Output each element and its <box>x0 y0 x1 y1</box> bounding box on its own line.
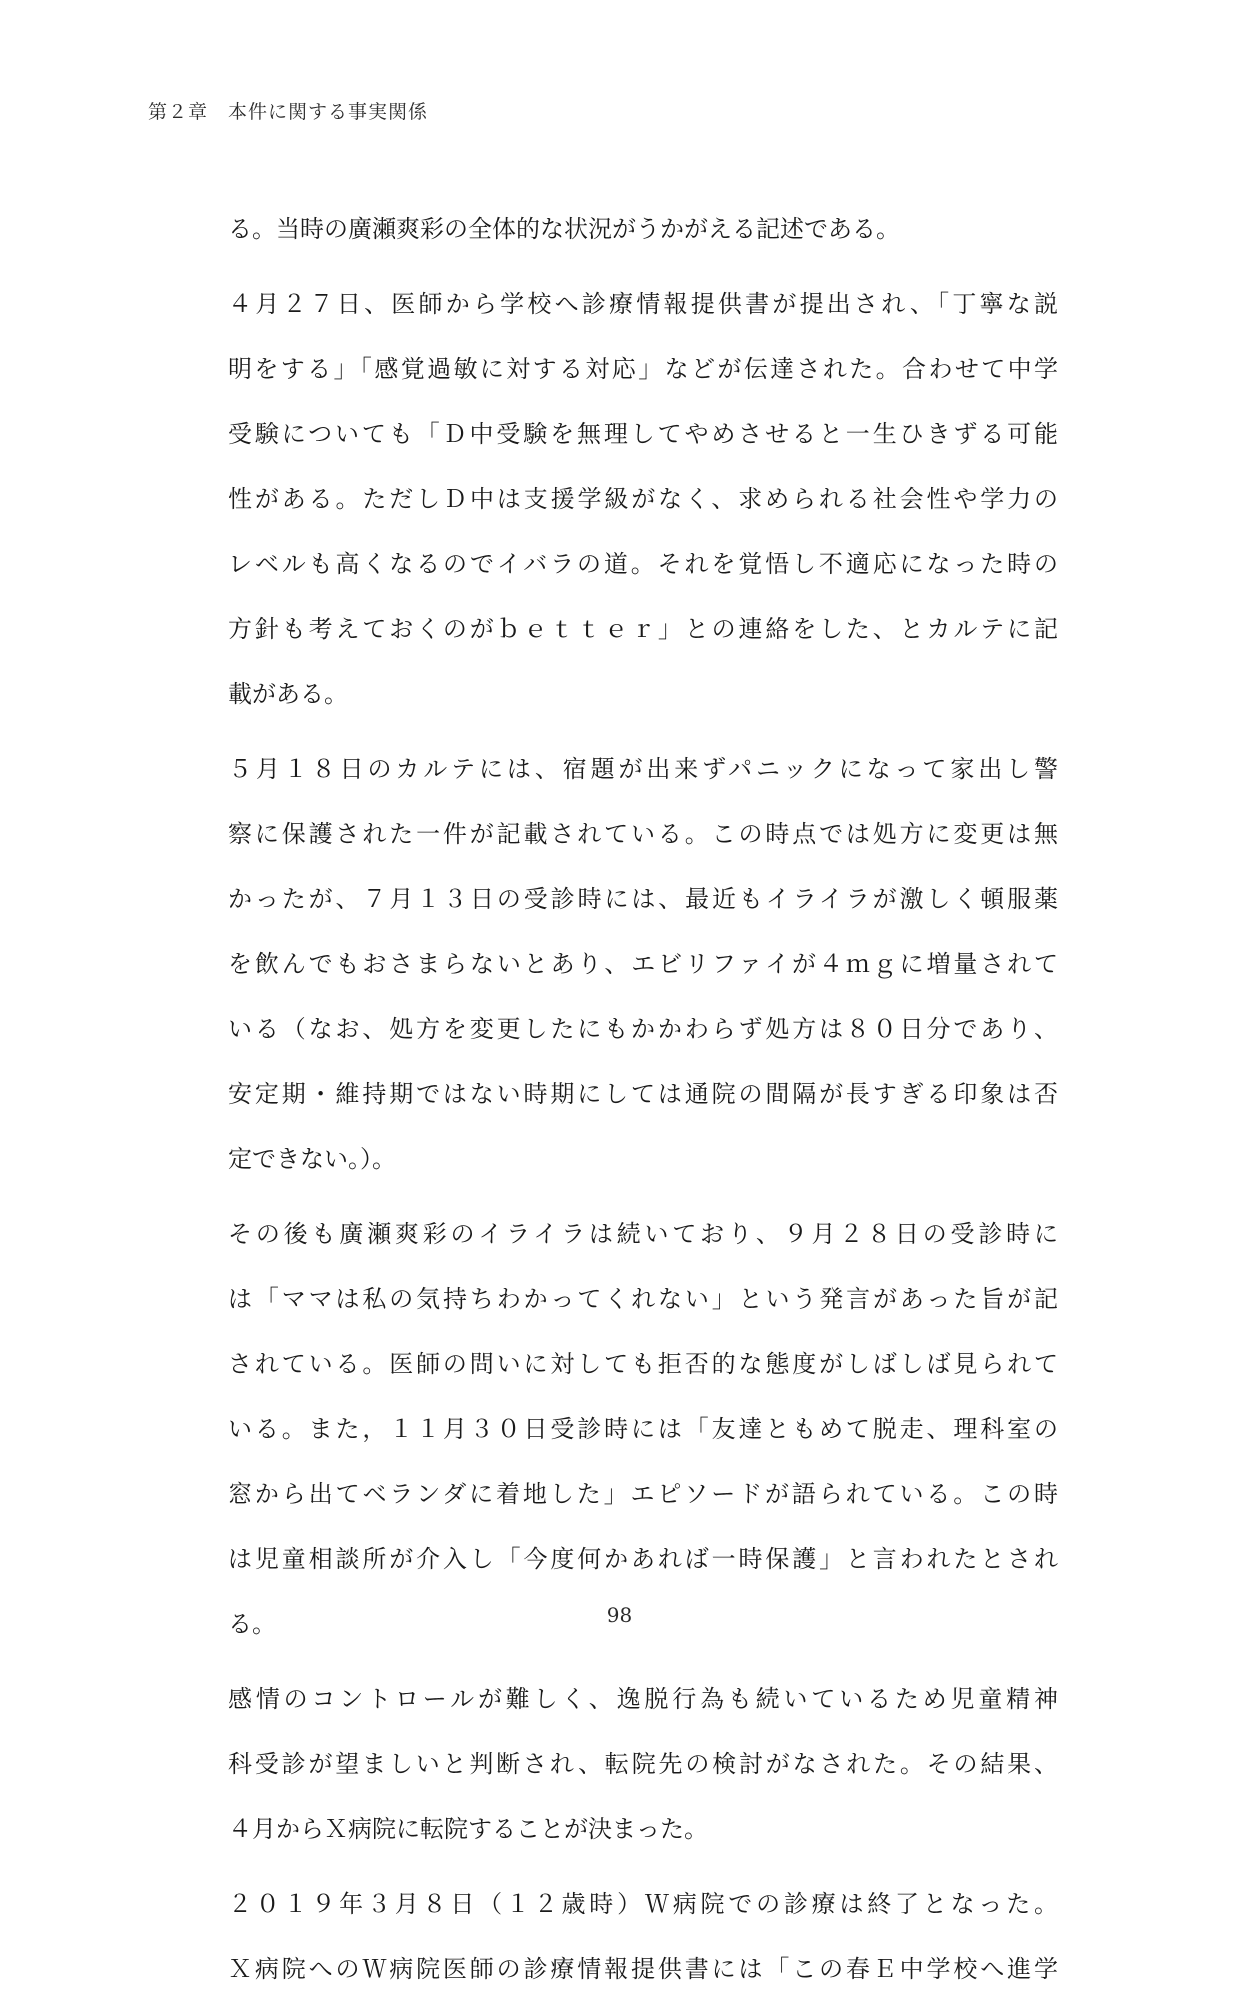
text-line: 感情のコントロールが難しく、逸脱行為も続いているため児童精神 <box>228 1685 1058 1713</box>
paragraph <box>228 737 1058 1192</box>
paragraph <box>228 197 1058 262</box>
text-line: 性がある。ただしＤ中は支援学級がなく、求められる社会性や学力の <box>228 485 1058 513</box>
text-line: されている。医師の問いに対しても拒否的な態度がしばしば見られて <box>228 1350 1058 1378</box>
text-line: ４月からＸ病院に転院することが決まった。 <box>228 1815 708 1843</box>
text-line: レベルも高くなるのでイバラの道。それを覚悟し不適応になった時の <box>228 550 1058 578</box>
text-line: その後も廣瀬爽彩のイライラは続いており、９月２８日の受診時に <box>228 1220 1058 1248</box>
text-line: ４月２７日、医師から学校へ診療情報提供書が提出され、「丁寧な説 <box>228 290 1058 318</box>
text-line: 科受診が望ましいと判断され、転院先の検討がなされた。その結果、 <box>228 1750 1058 1778</box>
text-line: 安定期・維持期ではない時期にしては通院の間隔が長すぎる印象は否 <box>228 1080 1058 1108</box>
text-line: は児童相談所が介入し「今度何かあれば一時保護」と言われたとされ <box>228 1545 1058 1573</box>
paragraph <box>228 1202 1058 1657</box>
text-line: ５月１８日のカルテには、宿題が出来ずパニックになって家出し警 <box>228 755 1058 783</box>
text-line: 方針も考えておくのがｂｅｔｔｅｒ」との連絡をした、とカルテに記 <box>228 615 1058 643</box>
text-line: 定できない。）。 <box>228 1145 396 1173</box>
text-line: は「ママは私の気持ちわかってくれない」という発言があった旨が記 <box>228 1285 1058 1313</box>
text-line: を飲んでもおさまらないとあり、エビリファイが４ｍｇに増量されて <box>228 950 1058 978</box>
paragraph <box>228 272 1058 727</box>
text-line: いる。また，１１月３０日受診時には「友達ともめて脱走、理科室の <box>228 1415 1058 1443</box>
text-line: る。 <box>228 1610 276 1638</box>
paragraph <box>228 1872 1058 2002</box>
page-number: 98 <box>606 1603 633 1627</box>
text-line: 受験についても「Ｄ中受験を無理してやめさせると一生ひきずる可能 <box>228 420 1058 448</box>
running-header: 第２章 本件に関する事実関係 <box>148 101 429 123</box>
body-text <box>228 197 1058 2002</box>
text-line: ２０１９年３月８日（１２歳時）Ｗ病院での診療は終了となった。 <box>228 1890 1058 1918</box>
text-line: いる（なお、処方を変更したにもかかわらず処方は８０日分であり、 <box>228 1015 1058 1043</box>
text-line: 明をする」「感覚過敏に対する対応」などが伝達された。合わせて中学 <box>228 355 1058 383</box>
text-line: る。当時の廣瀬爽彩の全体的な状況がうかがえる記述である。 <box>228 215 900 243</box>
text-line: かったが、７月１３日の受診時には、最近もイライラが激しく頓服薬 <box>228 885 1058 913</box>
paragraph <box>228 1667 1058 1862</box>
text-line: 載がある。 <box>228 680 348 708</box>
text-line: 察に保護された一件が記載されている。この時点では処方に変更は無 <box>228 820 1058 848</box>
text-line: 窓から出てベランダに着地した」エピソードが語られている。この時 <box>228 1480 1058 1508</box>
text-line: Ｘ病院へのＷ病院医師の診療情報提供書には「この春Ｅ中学校へ進学 <box>228 1955 1058 1983</box>
